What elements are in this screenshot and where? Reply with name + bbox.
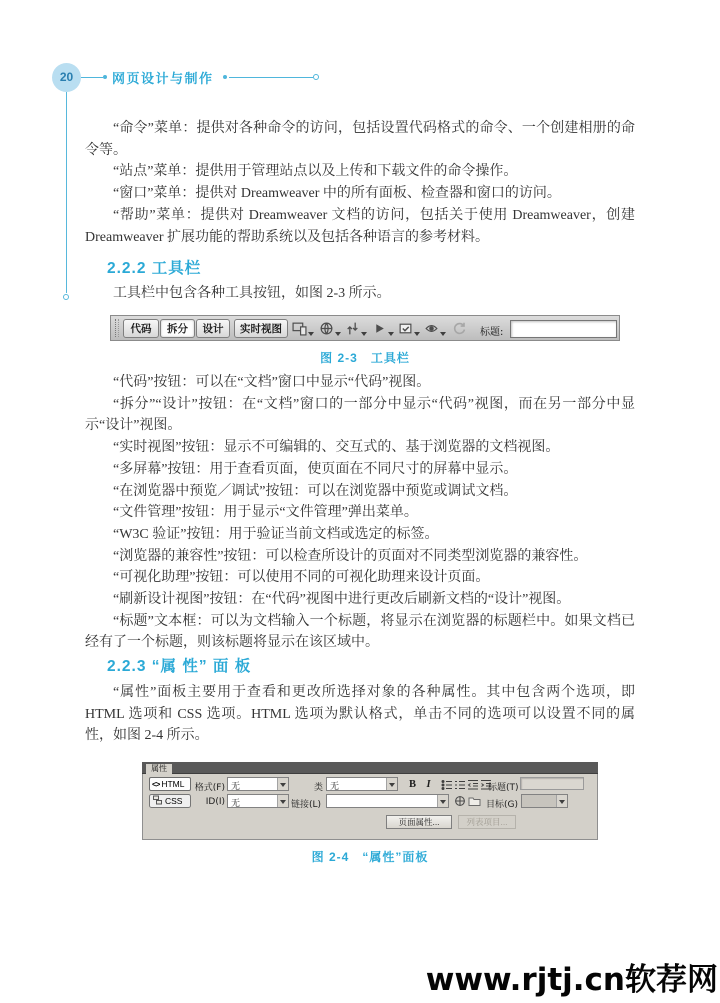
- format-label: 格式(F): [194, 783, 225, 793]
- paragraph: “可视化助理”按钮：可以使用不同的可视化助理来设计页面。: [113, 570, 490, 586]
- link-label: 链接(L): [290, 800, 321, 810]
- book-title: 网页设计与制作: [112, 71, 214, 86]
- paragraph: “W3C 验证”按钮：用于验证当前文档或选定的标签。: [113, 526, 439, 542]
- watermark: www.rjtj.cn软荐网: [425, 962, 718, 998]
- list-items-button[interactable]: 列表项目...: [458, 815, 516, 829]
- format-dropdown[interactable]: [227, 777, 289, 791]
- toolbar-grip-handle[interactable]: [115, 319, 119, 337]
- button-description-paragraphs: [85, 372, 635, 654]
- target-label: 目标(G): [486, 800, 518, 810]
- code-view-button[interactable]: 代码: [123, 319, 159, 338]
- bold-button[interactable]: B: [408, 779, 416, 790]
- class-label: 类: [313, 783, 323, 793]
- header-dot-icon: [103, 75, 107, 79]
- design-view-button[interactable]: 设计: [196, 319, 230, 338]
- header-end-circle-icon: [313, 74, 319, 80]
- panel-body: [142, 774, 598, 840]
- panel-titlebar: [142, 762, 598, 774]
- check-browser-compatibility-icon[interactable]: [398, 321, 421, 337]
- paragraph: “属性”面板主要用于查看和更改所选择对象的各种属性。其中包含两个选项，即 HTML 选项和 CSS 选项。HTML 选项为默认格式，单击不同的选项可以设置不同的属性，如图 2-4 所示。: [85, 685, 635, 744]
- margin-rule-end-circle-icon: [63, 294, 69, 300]
- paragraph: “实时视图”按钮：显示不可编辑的、交互式的、基于浏览器的文档视图。: [113, 440, 560, 456]
- code-icon: <>: [152, 779, 160, 789]
- properties-intro: [85, 682, 635, 747]
- split-view-button[interactable]: 拆分: [160, 319, 195, 338]
- paragraph: “代码”按钮：可以在“文档”窗口中显示“代码”视图。: [113, 375, 431, 390]
- margin-rule: [66, 92, 67, 293]
- paragraph: “标题”文本框：可以为文档输入一个标题，将显示在浏览器的标题栏中。如果文档已经有了一个标题，则该标题将显示在该区域中。: [85, 613, 635, 651]
- paragraph: “浏览器的兼容性”按钮：可以检查所设计的页面对不同类型浏览器的兼容性。: [113, 548, 588, 564]
- section-heading-toolbar: 2.2.2 工具栏: [107, 260, 202, 277]
- paragraph: “命令”菜单：提供对各种命令的访问，包括设置代码格式的命令、一个创建相册的命令等。: [85, 121, 635, 158]
- preview-debug-in-browser-icon[interactable]: [319, 321, 342, 337]
- properties-tab[interactable]: 属性: [146, 764, 172, 774]
- id-label: ID(I): [205, 797, 225, 807]
- figure-properties-panel-screenshot: [142, 762, 598, 840]
- page-number-badge: 20: [52, 63, 81, 92]
- live-view-button[interactable]: 实时视图: [234, 319, 288, 338]
- paragraph: “刷新设计视图”按钮：在“代码”视图中进行更改后刷新文档的“设计”视图。: [113, 592, 571, 608]
- paragraph: “在浏览器中预览／调试”按钮：可以在浏览器中预览或调试文档。: [113, 483, 518, 499]
- toolbar-intro: [85, 283, 635, 305]
- paragraph: “多屏幕”按钮：用于查看页面，使页面在不同尺寸的屏幕中显示。: [113, 461, 518, 477]
- figure-2-3-caption: 图 2-3 工具栏: [320, 351, 410, 365]
- format-value: 无: [231, 782, 241, 792]
- link-combobox[interactable]: [326, 794, 449, 808]
- target-dropdown[interactable]: [521, 794, 568, 808]
- html-mode-label: HTML: [161, 779, 185, 789]
- class-dropdown[interactable]: [326, 777, 398, 791]
- title-label: 标题:: [480, 327, 504, 338]
- paragraph: “站点”菜单：提供用于管理站点以及上传和下载文件的命令操作。: [113, 164, 518, 180]
- paragraph: “文件管理”按钮：用于显示“文件管理”弹出菜单。: [113, 505, 418, 521]
- paragraph: 工具栏中包含各种工具按钮，如图 2-3 所示。: [113, 286, 391, 301]
- multiscreen-icon[interactable]: [292, 321, 315, 337]
- paragraph: “帮助”菜单：提供对 Dreamweaver 文档的访问，包括关于使用 Dreamweaver，创建 Dreamweaver 扩展功能的帮助系统以及包括各种语言的参考材料。: [85, 207, 635, 245]
- chevron-down-icon: [556, 795, 567, 807]
- section-heading-properties: 2.2.3 “属 性” 面 板: [107, 658, 252, 675]
- menu-paragraphs: [85, 118, 635, 248]
- ordered-list-icon[interactable]: [454, 779, 466, 790]
- italic-button[interactable]: I: [426, 779, 431, 790]
- doc-title-label: 标题(T): [488, 783, 519, 793]
- w3c-validation-icon[interactable]: [372, 321, 395, 337]
- header-dot-icon: [223, 75, 227, 79]
- css-panel-icon: [153, 795, 163, 807]
- paragraph: “窗口”菜单：提供对 Dreamweaver 中的所有面板、检查器和窗口的访问。: [113, 186, 561, 202]
- file-management-icon[interactable]: [345, 321, 368, 337]
- title-input[interactable]: [510, 320, 617, 338]
- page-properties-button[interactable]: 页面属性...: [386, 815, 452, 829]
- refresh-design-view-icon[interactable]: [452, 321, 468, 337]
- chevron-down-icon: [437, 795, 448, 807]
- doc-title-field[interactable]: [520, 777, 584, 790]
- class-value: 无: [330, 782, 340, 792]
- chevron-down-icon: [386, 778, 397, 790]
- browse-folder-icon[interactable]: [468, 795, 480, 807]
- point-to-file-icon[interactable]: [454, 795, 466, 807]
- visual-aids-icon[interactable]: [424, 321, 447, 337]
- outdent-icon[interactable]: [467, 779, 479, 790]
- header-rule-right: [229, 77, 313, 78]
- paragraph: “拆分”“设计”按钮：在“文档”窗口的一部分中显示“代码”视图，而在另一部分中显示“设计”视图。: [85, 396, 635, 434]
- css-mode-label: CSS: [165, 796, 183, 806]
- figure-toolbar-screenshot: [110, 315, 620, 341]
- unordered-list-icon[interactable]: [441, 779, 453, 790]
- header-rule-left: [81, 77, 103, 78]
- figure-2-4-caption: 图 2-4 “属性”面板: [311, 850, 429, 864]
- id-value: 无: [231, 799, 241, 809]
